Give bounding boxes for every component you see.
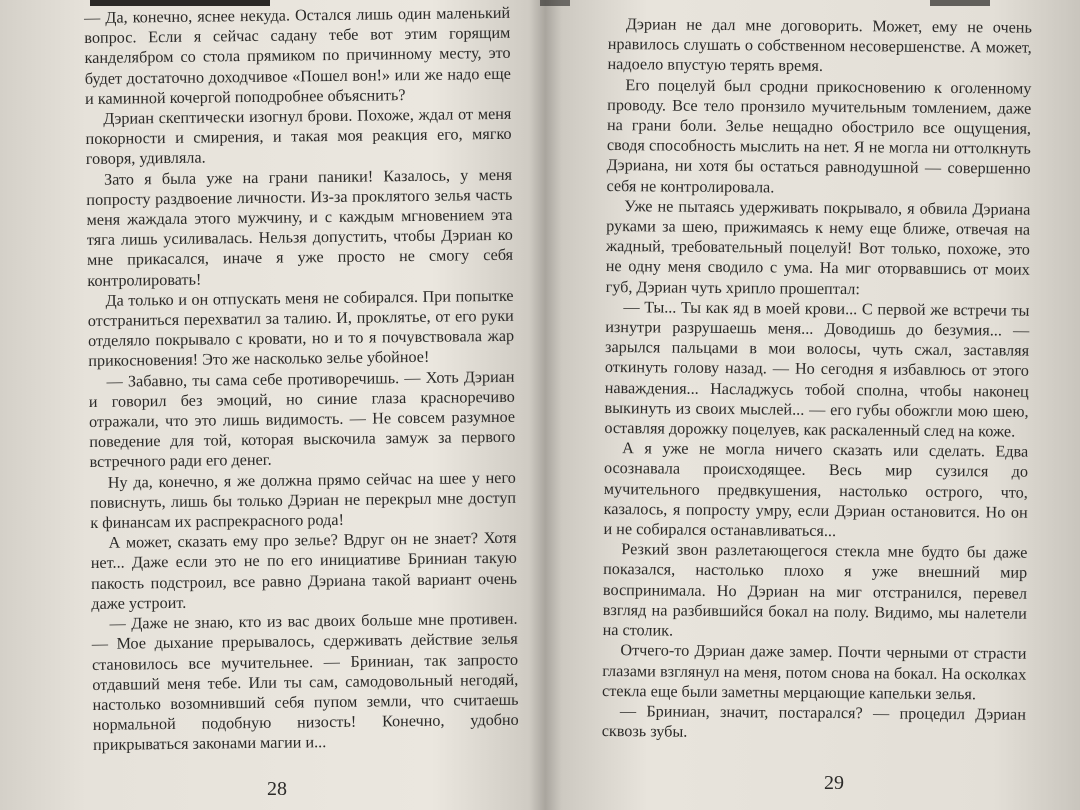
paragraph: Да только и он отпускать меня не собирался. При попытке отстраниться перехватил за талию. И, проклятье, от его руки отделяло покрывало с кровати, но и то я почувствовала жар прикосновения! Это же насколько зелье убойное! — [87, 286, 515, 371]
paragraph: А может, сказать ему про зелье? Вдруг он не знает? Хотя нет... Даже если это не по его инициативе Бриниан такую пакость подстроил, все равно Дэриана такой вариант очень даже устроит. — [90, 529, 518, 613]
paragraph: — Да, конечно, яснее некуда. Остался лишь один маленький вопрос. Если я сейчас садану тебе вот этим горящим канделябром со стола прямиком по причинному месту, это будет достаточно доходчивое «Пошел вон!» или же надо еще и каминной кочергой поподробнее объяснить? — [84, 3, 511, 108]
paragraph: Дэриан не дал мне договорить. Может, ему не очень нравилось слушать о собственном несовершенстве. А может, надоело впустую терять время. — [607, 15, 1032, 76]
paragraph: Уже не пытаясь удерживать покрывало, я обвила Дэриана руками за шею, прижимаясь к нему еще ближе, отвечая на жадный, требовательный поцелуй! Вот только, похоже, это не одну меня сводило с ума. На миг оторвавшись от моих губ, Дэриан чуть хрипло прошептал: — [605, 196, 1031, 298]
paragraph: — Даже не знаю, кто из вас двоих больше мне противен. — Мое дыхание прерывалось, сдерживать действие зелья становилось все мучительнее. — Бриниан, так запросто отдавший меня тебе. Или ты сам, самодовольный негодяй, настолько возомнивший себя пупом земли, что считаешь нормальной подобную низость! Конечно, удобно прикрываться законами магии и... — [91, 609, 519, 755]
page-number: 29 — [824, 772, 844, 794]
page-number: 28 — [267, 778, 287, 800]
left-page-text — [84, 3, 519, 756]
left-page — [0, 4, 540, 810]
paragraph: Зато я была уже на грани паники! Казалось, у меня попросту раздвоение личности. Из-за проклятого зелья часть меня жаждала этого мужчину, и с каждым мгновением эта тяга лишь усиливалась. Нельзя допустить, чтобы Дэриан ко мне прикасался, иначе я уже просто не смогу себя контролировать! — [86, 165, 514, 290]
paragraph: Резкий звон разлетающегося стекла мне будто бы даже показался, настолько плохо я уже внешний мир воспринимала. Но Дэриан на миг отстранился, перевел взгляд на разбившийся бокал на полу. Видимо, мы налетели на столик. — [602, 540, 1028, 640]
right-page-text — [602, 14, 1032, 745]
paragraph: Ну да, конечно, я же должна прямо сейчас на шее у него повиснуть, лишь бы только Дэриан не перекрыл мне доступ к финансам их распрекрасного рода! — [89, 468, 517, 533]
paragraph: Его поцелуй был сродни прикосновению к оголенному проводу. Все тело пронзило мучительным томлением, даже на грани боли. Зелье нещадно обострило все ощущения, сводя способность мыслить на нет. Я не могла ни оттолкнуть Дэриана, ни хотя бы остаться равнодушной — совершенно себя не контролировала. — [606, 75, 1032, 197]
paragraph: — Бриниан, значит, постарался? — процедил Дэриан сквозь зубы. — [601, 702, 1026, 741]
right-page — [548, 4, 1080, 810]
paragraph: А я уже не могла ничего сказать или сделать. Едва осознавала происходящее. Весь мир сузился до мучительного предвкушения, настолько острого, что, казалось, я попросту умру, если Дэриан остановится. Но он и не собирался останавливаться... — [603, 439, 1029, 541]
paragraph: — Забавно, ты сама себе противоречишь. — Хоть Дэриан и говорил без эмоций, но синие глаза красноречиво отражали, что это лишь видимость. — Не совсем разумное поведение для той, которая выскочила замуж за первого встречного ради его денег. — [88, 367, 516, 472]
paragraph: Отчего-то Дэриан даже замер. Почти черными от страсти глазами взглянул на меня, потом снова на бокал. На осколках стекла еще были заметны мерцающие капельки зелья. — [602, 641, 1027, 703]
paragraph: Дэриан скептически изогнул брови. Похоже, ждал от меня покорности и смирения, и такая моя реакция его, мягко говоря, удивляла. — [85, 104, 512, 169]
paragraph: — Ты... Ты как яд в моей крови... С первой же встречи ты изнутри разрушаешь меня... Доводишь до безумия... — зарылся пальцами в мои волосы, чуть сжал, заставляя откинуть голову назад. — Но сегодня я избавлюсь от этого наваждения... Насладжусь тобой сполна, чтобы наконец выкинуть из своих мыслей... — его губы обожгли мою шею, оставляя дорожку поцелуев, как раскаленный след на коже. — [604, 297, 1030, 441]
